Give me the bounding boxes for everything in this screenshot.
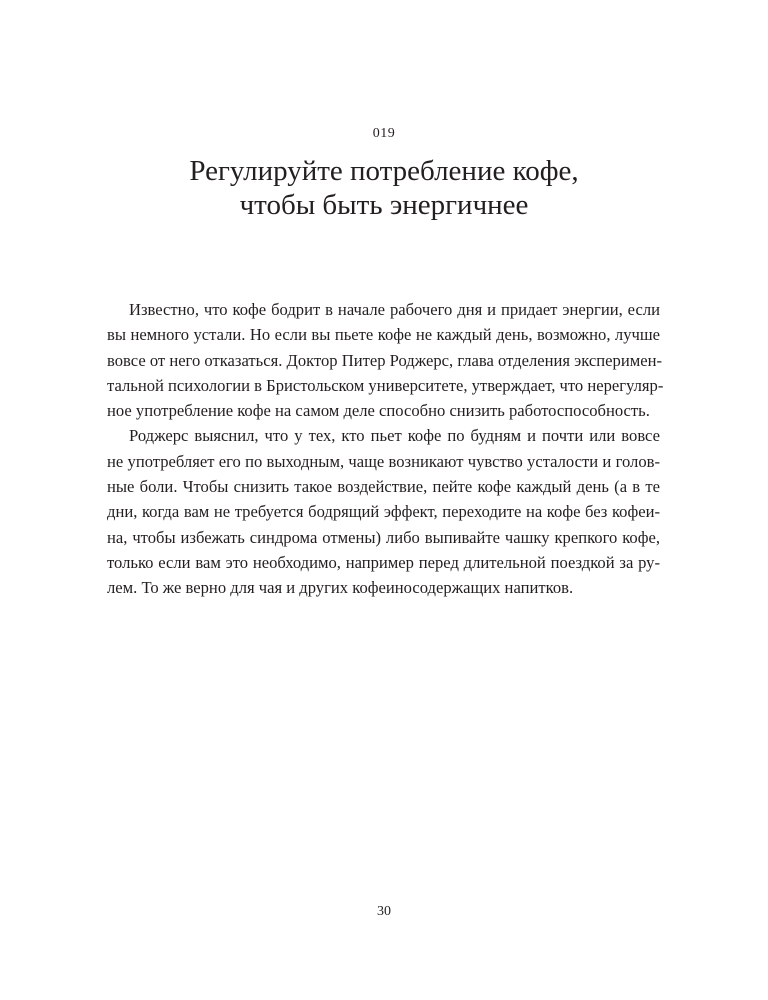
text-line: на, чтобы избежать синдрома отмены) либо выпивайте чашку крепкого кофе, <box>107 527 660 547</box>
chapter-title-line: чтобы быть энергичнее <box>239 189 529 221</box>
chapter-number: 019 <box>372 126 396 141</box>
text-line: только если вам это необходимо, например перед длительной поездкой за ру- <box>107 552 660 572</box>
chapter-title-line: Регулируйте потребление кофе, <box>189 155 579 187</box>
page-number: 30 <box>377 904 391 919</box>
body-text <box>107 297 664 601</box>
text-line: Роджерс выяснил, что у тех, кто пьет кофе по будням и почти или вовсе <box>129 426 660 446</box>
text-line: вы немного устали. Но если вы пьете кофе не каждый день, возможно, лучше <box>107 325 660 345</box>
text-line: Известно, что кофе бодрит в начале рабочего дня и придает энергии, если <box>129 300 660 319</box>
text-line: ное употребление кофе на самом деле способно снизить работоспособность. <box>107 401 650 421</box>
text-line: дни, когда вам не требуется бодрящий эффект, переходите на кофе без кофеи- <box>107 502 660 522</box>
text-line: вовсе от него отказаться. Доктор Питер Роджерс, глава отделения эксперимен- <box>107 350 662 370</box>
text-line: тальной психологии в Бристольском университете, утверждает, что нерегуляр- <box>107 375 664 395</box>
chapter-title <box>0 154 768 222</box>
paragraph <box>107 423 660 600</box>
text-line: ные боли. Чтобы снизить такое воздействие, пейте кофе каждый день (а в те <box>107 477 660 497</box>
paragraph <box>107 297 664 423</box>
text-line: лем. То же верно для чая и других кофеиносодержащих напитков. <box>107 578 574 598</box>
text-line: не употребляет его по выходным, чаще возникают чувство усталости и голов- <box>107 451 660 471</box>
